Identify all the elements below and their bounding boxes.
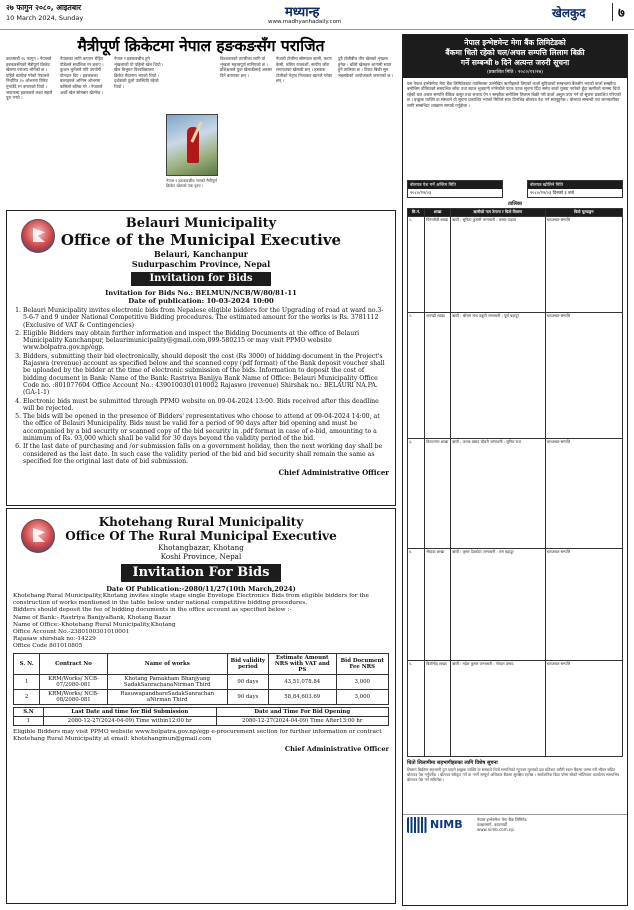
table-cell: ५. <box>408 660 425 756</box>
nimb-contact-name: नेपाल इन्भेष्टमेन्ट मेगा बैंक लिमिटेड <box>477 817 527 823</box>
newspaper-logo: मध्यान्ह <box>285 5 320 20</box>
masthead <box>0 0 634 30</box>
nimb-logo <box>407 817 477 833</box>
table-cell: ऋणी : श्रीराम नाथ ठकुरी जग्गाधनी : पूर्ण बहादुर <box>450 312 545 438</box>
table-header: शाखा <box>425 209 451 217</box>
table-header-row <box>14 653 389 674</box>
nimb-head-line-4: (प्रकाशित मिति : २०८०/११/२७) <box>486 70 544 75</box>
table-cell: 2080-12-27(2024-04-09) Time After13:00 hr <box>216 716 389 725</box>
table-cell: २. <box>408 312 425 438</box>
table-cell: 3,000 <box>336 689 389 704</box>
table-cell: चलअचल सम्पत्ति <box>545 660 622 756</box>
belauri-title: Belauri Municipality <box>125 216 277 231</box>
date-nepali: २७ फागुन २०८०, आइतबार <box>6 3 82 12</box>
box-label: बोलपत्र पेश गर्ने अन्तिम मिति <box>408 181 502 189</box>
table-cell: चलअचल सम्पत्ति <box>545 438 622 548</box>
schedule-table <box>13 707 389 726</box>
belauri-address-1: Belauri, Kanchanpur <box>154 249 248 259</box>
belauri-notice <box>6 210 396 506</box>
table-cell: ऋणी : जनक प्रसाद चौधरी जग्गाधनी : सुनिल राज <box>450 438 545 548</box>
table-cell: १. <box>408 216 425 312</box>
table-row <box>14 674 389 689</box>
table-cell: 1 <box>14 674 40 689</box>
nimb-head-line-2: बैंकमा धितो रहेको चल/अचल सम्पत्ति लिलाम बिक्री <box>445 48 585 57</box>
nimb-footer-text: लिलाम बिक्रीमा सहभागी हुन चाहने इच्छुक व्यक्ति वा संस्थाले धितो सम्पत्तिको न्यूनतम मूल्यको दश प्रतिशत धरौटी रकम बैंकमा जम्मा गरी भौचर सहित बोलपत्र पेश गर्नुपर्नेछ । बोलपत्र स्वीकृत गर्ने वा नगर्ने सम्पूर्ण अधिकार बैंकमा सुरक्षित रहनेछ । सार्वजनिक बिदा परेमा सोको भोलिपल्ट कार्यालय समयभित्र बोलपत्र पेश गर्न सकिनेछ । <box>407 766 620 782</box>
table-header-row <box>408 209 623 217</box>
opening-date-box <box>527 180 623 198</box>
khotehang-footer: Eligible Bidders may visit PPMO website www.bolpatra.gov.np/egp e-procurement section for further information or contract Khotehang Rural Municipality at email: khotehangmun@gmail.com <box>13 728 382 742</box>
khotehang-address-2: Koshi Province, Nepal <box>160 552 242 561</box>
table-row <box>408 312 623 438</box>
table-cell: ऋणी : सुनिता कुमारी जग्गाधनी : कमल दाहाल <box>450 216 545 312</box>
table-header: Bid Document Fee NRS <box>336 653 389 674</box>
nepal-emblem-icon <box>21 219 55 253</box>
table-cell: ऋणी : कृष्ण देवकोटा जग्गाधनी : राम बहादुर <box>450 548 545 660</box>
table-header: Name of works <box>107 653 227 674</box>
khotehang-rajaswa: Rajasaw shirshak no:-14229 <box>13 636 96 643</box>
khotehang-title: Khotehang Rural Municipality <box>98 515 304 529</box>
table-cell: चिरन्जीवी शाखा <box>425 216 451 312</box>
nimb-contact <box>477 817 527 832</box>
table-cell: भैरहवा शाखा <box>425 548 451 660</box>
news-article <box>6 56 396 206</box>
belauri-item: 1. Belauri Municipality invites electronic bids from Nepalese eligible bidders for the Upgrading of road at ward no.3-5-6-7 and 9 under National Competitive Bidding procedures. The estimated amount for the works is Rs. 3781112 (Exclusive of VAT & Contingencies) <box>23 307 389 329</box>
table-cell: बिर्तामोड शाखा <box>425 660 451 756</box>
belauri-items <box>13 307 389 465</box>
article-column: नेपाल र हङकङबीच हुने शृंखलाको यो पहिलो खेल थियो । खेल त्रिभुवन विश्वविद्यालय क्रिकेट मैदानमा भएको थियो । दर्शकको ठूलो उपस्थिति रहेको थियो । <box>114 56 164 89</box>
belauri-item: 3. Bidders, submitting their bid electronically, should deposit the cost (Rs 3000) of bidding document in the Project's Rajaswa (revenue) account as specified below and the scanned copy (pdf format) of the Bank deposit voucher shall be uploaded by the bidder at the time of electronic submission of the bids. Information to deposit the cost of bidding document in Bank: Name of the Bank: Rastriya Banijya Bank Name of Office: Belauri Municipality Office Code no. :801077604 Office Account No.: 4390100301010002 Rajaswo (revenue) Shirshak no.: BELAURI NA.PA. (GA-1-1) <box>23 353 389 397</box>
table-cell: धनगढी शाखा <box>425 312 451 438</box>
article-column: विश्वकपको तयारीका लागि यो शृंखला महत्त्वपूर्ण मानिएको छ । प्रशिक्षकले युवा खेलाडीलाई अवसर दिने बताएका छन् । <box>220 56 272 78</box>
cricket-photo <box>166 114 218 176</box>
table-cell: चलअचल सम्पत्ति <box>545 548 622 660</box>
khotehang-banner: Invitation For Bids <box>121 564 281 582</box>
khotehang-subtitle: Office Of The Rural Municipal Executive <box>65 529 337 543</box>
article-column: दुवै टोलीबीच तीन खेलको शृंखला हुनेछ । बाँकी खेलहरु आगामी साता हुने तालिका छ । टिकट बिक्री सुरु भइसकेको आयोजकले जनाएको छ । <box>338 56 394 78</box>
table-header: सि.नं. <box>408 209 425 217</box>
table-row <box>14 716 389 725</box>
table-header: ऋणीको नाम ठेगाना र धितो विवरण <box>450 209 545 217</box>
khotehang-deposit: Bidders should deposit the fee of bidding documents in the office account as specified below :- <box>13 607 292 614</box>
article-column: काठमाडौं २६ फागुन । नेपालले हङकङसँगको मैत्रीपूर्ण क्रिकेट खेलमा पराजय भोगेको छ । पहिले ब्याटिङ गरेको नेपालले निर्धारित २० ओभरमा विकेट गुमाउँदै रन बनाएको थियो । जवाफमा हङकङले लक्ष्य सहजै पूरा गर्‍यो । <box>6 56 53 101</box>
table-cell: 2080-12-27(2024-04-09) Time within12:00 hr <box>44 716 217 725</box>
khotehang-bank: Name of Bank:- Rastriya BanijyaBank, Khotang Bazar <box>13 614 172 621</box>
table-row <box>14 689 389 704</box>
article-column: नेपाली टोलीमा सोमपाल कामी, करण केसी, ललित राजवंशी, सन्दीप जोरा लगायतका खेलाडी छन् । हङकङ टोलीको नेतृत्व निजाकत खानले गरेका छन् । <box>276 56 333 84</box>
khotehang-account: Office Account No.-2380100301010001 <box>13 629 130 636</box>
table-header-row <box>14 707 389 716</box>
box-value: २०८०/१२/०३ दिनको ३ बजे <box>530 191 574 196</box>
table-cell: ४. <box>408 548 425 660</box>
belauri-item: 5. The bids will be opened in the presence of Bidders' representatives who choose to attend at 09-04-2024 14:00, at the office of Belauri Municipality. Bids must be valid for a period of 90 days after bid opening and must be accompanied by a bid security or scanned copy of the bid security in .pdf format in case of e-bid, amounting to a minimum of Rs. 93,000 which shall be valid for 30 days beyond the validity period of the bid. <box>23 413 389 442</box>
table-header: Last Date and time for Bid Submission <box>44 707 217 716</box>
table-cell: 90 days <box>227 674 268 689</box>
belauri-address-2: Sudurpaschim Province, Nepal <box>131 259 271 269</box>
khotehang-pub-date: Date Of Publication:-2080/11/27(10th March,2024) <box>106 585 296 593</box>
table-header: Date and Time For Bid Opening <box>216 707 389 716</box>
table-header: Contract No <box>40 653 108 674</box>
box-value: २०८०/१२/०३ <box>410 191 432 196</box>
khotehang-address-1: Khotangbazar, Khotang <box>158 543 244 552</box>
nepal-emblem-icon <box>21 519 55 553</box>
nimb-contact-address: दरबारमार्ग, काठमाडौं <box>477 822 507 828</box>
table-header: S. N. <box>14 653 40 674</box>
belauri-item: 2. Eligible Bidders may obtain further information and inspect the Bidding Documents at the office of Belauri Municipality Kanchanpur, belaurimunicipality@gmail.com,099-580215 or may visit PPMO website www.bolpatra.gov.np/egp. <box>23 330 389 352</box>
nimb-logo-icon <box>407 817 427 833</box>
date-english: 10 March 2024, Sunday <box>6 14 84 22</box>
newspaper-url: www.madhyanhadaily.com <box>268 19 342 25</box>
nimb-table <box>407 208 623 757</box>
table-row <box>408 216 623 312</box>
nimb-body-text: यस नेपाल इन्भेष्टमेन्ट मेगा बैंक लिमिटेडबाट तपसिलमा उल्लेखित ऋणीहरुले लिएको कर्जा सुविधाको सम्बन्धमा बैंकसँग भएको कर्जा सम्झौता बमोजिम तोकिएको समयभित्र साँवा तथा ब्याज भुक्तानी नगरेकोले पटक पटक सूचना दिँदा समेत कर्जा चुक्ता नगरेको हुँदा ऋणीको नाममा धितो रहेको चल अचल सम्पत्ति बैंकिङ कसुर तथा सजाय ऐन र सम्झौता बमोजिम लिलाम बिक्री गरी कर्जा असुल उपर गर्न यो सूचना प्रकाशित गरिएको छ । इच्छुक व्यक्ति वा संस्थाले यो सूचना प्रकाशित भएको मितिले सात दिनभित्र बोलपत्र पेश गर्न सक्नुहुनेछ । बोलपत्र सम्बन्धी थप जानकारीका लागि सम्बन्धित शाखामा सम्पर्क गर्नुहोला । <box>407 81 621 108</box>
article-column: नेपालका लागि कप्तान रोहित पौडेलले सर्वाधिक रन बनाए । कुशल भुर्तेलले पनि उपयोगी योगदान दिए । हङकङका बलरहरुले अन्तिम ओभरमा कसिलो बलिङ गरे । नेपालले अर्को खेल सोमबार खेल्नेछ । <box>60 56 104 95</box>
belauri-subtitle: Office of the Municipal Executive <box>60 231 342 249</box>
nimb-head-line-3: गर्ने सम्बन्धी ७ दिने अत्यन्त जरुरी सूचना <box>460 58 570 67</box>
table-cell: 43,51,078.84 <box>269 674 337 689</box>
nimb-contact-web: www.nimb.com.np <box>477 827 514 833</box>
khotehang-intro: Khotehang Rural Municipality,Khotang invites single stage single Envelope Electronics Bids from eligible bidders for the construction of works mentioned in the table below under national competitive bidding procedures. <box>13 593 369 607</box>
khotehang-office: Name of Office:-Khotehang Rural Municipality,Khotang <box>13 621 176 628</box>
nimb-footer-bar <box>403 814 627 835</box>
news-headline: मैत्रीपूर्ण क्रिकेटमा नेपाल हङकङसँग पराजित <box>77 37 325 55</box>
table-cell: 1 <box>14 716 44 725</box>
belauri-pub-date: Date of publication: 10-03-2024 10:00 <box>128 297 274 305</box>
belauri-item: 6. If the last date of purchasing and /or submission falls on a government holiday, then the next working day shall be considered as the last date. In such case the validity period of the bid and bid security shall remain the same as specified for the original last date of bid submission. <box>23 443 389 465</box>
belauri-bid-no: Invitation for Bids No.: BELMUN/NCB/W/80/81-11 <box>105 289 297 297</box>
nimb-header <box>403 35 627 78</box>
table-row <box>408 438 623 548</box>
table-cell: ऋणी : महेश कुमार जग्गाधनी : गोपाल प्रसाद <box>450 660 545 756</box>
nimb-date-boxes <box>403 180 627 198</box>
khotehang-signature: Chief Administrative Officer <box>284 745 389 754</box>
table-cell: RasuwapandhareSadakSanrachan aNirman Third <box>107 689 227 704</box>
table-cell: ३. <box>408 438 425 548</box>
table-row <box>408 548 623 660</box>
table-header: Estimate Amount NRS with VAT and PS <box>269 653 337 674</box>
table-cell: 3,000 <box>336 674 389 689</box>
table-cell: चलअचल सम्पत्ति <box>545 216 622 312</box>
table-header: धितो मूल्याङ्कन <box>545 209 622 217</box>
nimb-head-line-1: नेपाल इन्भेष्टमेन्ट मेगा बैंक लिमिटेडको <box>464 38 566 47</box>
table-cell: चलअचल सम्पत्ति <box>545 312 622 438</box>
page-number: ७ <box>612 3 625 21</box>
table-cell: 58,84,603.69 <box>269 689 337 704</box>
photo-caption: नेपाल र हङकङबीच भएको मैत्रीपूर्ण क्रिकेट खेलको एक दृश्य । <box>166 178 218 188</box>
table-cell: विराटनगर शाखा <box>425 438 451 548</box>
works-table <box>13 653 389 705</box>
belauri-banner: Invitation for Bids <box>131 272 271 286</box>
nimb-logo-text: NIMB <box>430 818 463 832</box>
table-cell: 90 days <box>227 689 268 704</box>
belauri-signature: Chief Administrative Officer <box>278 468 389 478</box>
table-header: Bid validity period <box>227 653 268 674</box>
table-header: S.N <box>14 707 44 716</box>
nimb-notice <box>402 34 628 906</box>
section-name: खेलकुद <box>552 6 586 20</box>
table-cell: 2 <box>14 689 40 704</box>
table-row <box>408 660 623 756</box>
table-cell: KRM/Works/ NCB-08/2080-081 <box>40 689 108 704</box>
table-cell: KRM/Works/ NCB-07/2080-081 <box>40 674 108 689</box>
nimb-table-title: तालिका <box>508 201 522 207</box>
box-label: बोलपत्र खोलिने मिति <box>528 181 622 189</box>
khotehang-office-code: Office Code 801010805 <box>13 643 83 650</box>
table-cell: Khotang Pamakham Bhanjyang SadakSanrachanaNirman Third <box>107 674 227 689</box>
belauri-item: 4. Electronic bids must be submitted through PPMO website on 09-04-2024 13:00. Bids received after this deadline will be rejected. <box>23 398 389 413</box>
nimb-footer-title: धितो लिलामीमा सहभागीहरुका लागि विशेष सूचना <box>407 759 498 766</box>
submission-date-box <box>407 180 503 198</box>
khotehang-notice <box>6 508 396 904</box>
